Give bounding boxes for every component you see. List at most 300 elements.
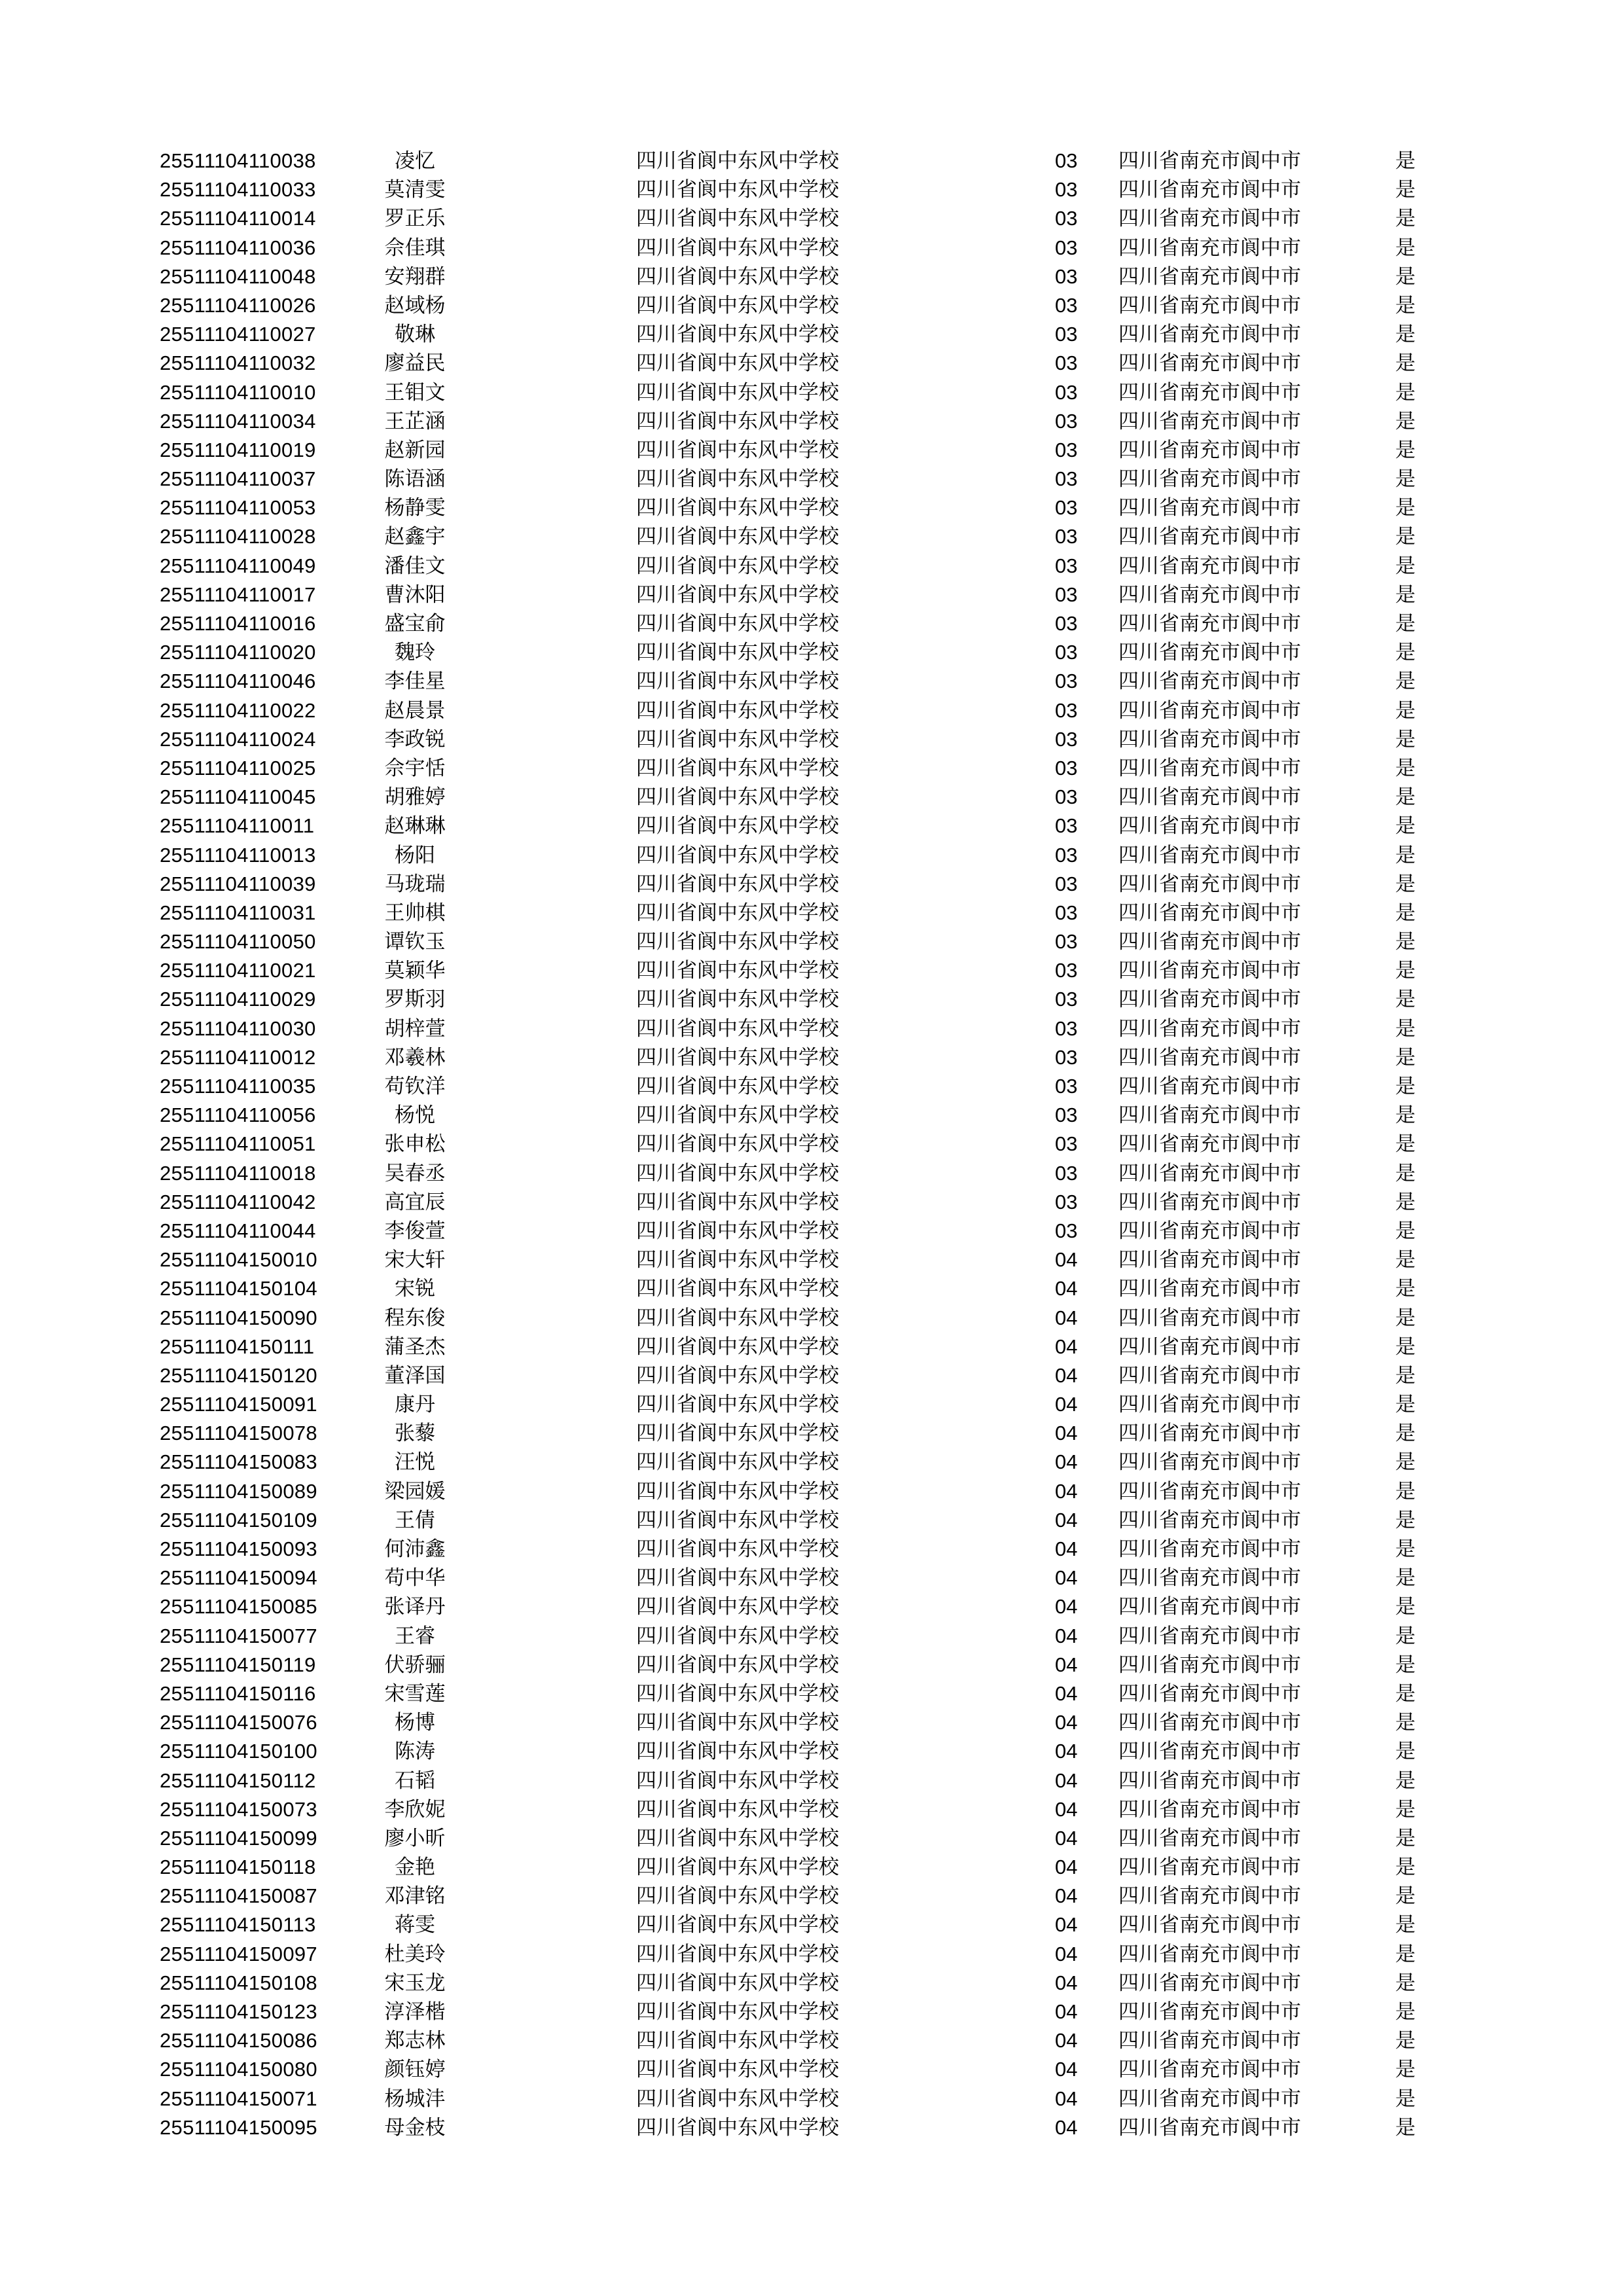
status-flag-cell: 是 xyxy=(1395,1103,1416,1128)
region-cell: 四川省南充市阆中市 xyxy=(1118,1277,1301,1301)
group-code-cell: 04 xyxy=(1055,1393,1078,1416)
table-row xyxy=(160,1535,1442,1564)
student-id-cell: 25511104110048 xyxy=(160,264,316,288)
region-cell: 四川省南充市阆中市 xyxy=(1118,1537,1301,1561)
region-cell: 四川省南充市阆中市 xyxy=(1118,380,1301,404)
status-flag-cell: 是 xyxy=(1395,843,1416,867)
region-cell: 四川省南充市阆中市 xyxy=(1118,525,1301,549)
group-code-cell: 03 xyxy=(1055,496,1078,520)
region-cell: 四川省南充市阆中市 xyxy=(1118,1856,1301,1880)
student-id-cell: 25511104150089 xyxy=(160,1479,317,1503)
status-flag-cell: 是 xyxy=(1395,1075,1416,1098)
group-code-cell: 03 xyxy=(1055,1103,1078,1127)
student-id-cell: 25511104110042 xyxy=(160,1190,316,1213)
table-row xyxy=(160,754,1442,783)
student-name-cell: 张译丹 xyxy=(384,1595,446,1619)
group-code-cell: 04 xyxy=(1055,1479,1078,1503)
region-cell: 四川省南充市阆中市 xyxy=(1118,814,1301,838)
student-id-cell: 25511104110038 xyxy=(160,149,316,172)
school-name-cell: 四川省阆中东风中学校 xyxy=(636,467,839,492)
student-id-cell: 25511104150077 xyxy=(160,1624,317,1647)
status-flag-cell: 是 xyxy=(1395,1653,1416,1677)
school-name-cell: 四川省阆中东风中学校 xyxy=(636,496,839,520)
region-cell: 四川省南充市阆中市 xyxy=(1118,1248,1301,1272)
region-cell: 四川省南充市阆中市 xyxy=(1118,1219,1301,1243)
school-name-cell: 四川省阆中东风中学校 xyxy=(636,1422,839,1446)
status-flag-cell: 是 xyxy=(1395,323,1416,347)
group-code-cell: 03 xyxy=(1055,1219,1078,1242)
school-name-cell: 四川省阆中东风中学校 xyxy=(636,1566,839,1590)
region-cell: 四川省南充市阆中市 xyxy=(1118,264,1301,289)
region-cell: 四川省南充市阆中市 xyxy=(1118,2058,1301,2082)
student-id-cell: 25511104150090 xyxy=(160,1306,317,1329)
group-code-cell: 03 xyxy=(1055,1161,1078,1185)
table-row xyxy=(160,320,1442,349)
status-flag-cell: 是 xyxy=(1395,1740,1416,1764)
group-code-cell: 03 xyxy=(1055,467,1078,491)
table-row xyxy=(160,522,1442,551)
status-flag-cell: 是 xyxy=(1395,641,1416,665)
region-cell: 四川省南充市阆中市 xyxy=(1118,1103,1301,1128)
table-row xyxy=(160,1679,1442,1708)
table-row xyxy=(160,696,1442,725)
student-id-cell: 25511104110013 xyxy=(160,843,316,867)
table-row xyxy=(160,1043,1442,1072)
status-flag-cell: 是 xyxy=(1395,1624,1416,1648)
student-name-cell: 赵琳琳 xyxy=(384,814,446,838)
region-cell: 四川省南充市阆中市 xyxy=(1118,438,1301,462)
status-flag-cell: 是 xyxy=(1395,236,1416,260)
school-name-cell: 四川省阆中东风中学校 xyxy=(636,727,839,751)
group-code-cell: 04 xyxy=(1055,1422,1078,1445)
student-name-cell: 程东俊 xyxy=(384,1306,446,1330)
student-id-cell: 25511104150094 xyxy=(160,1566,317,1590)
group-code-cell: 03 xyxy=(1055,351,1078,375)
school-name-cell: 四川省阆中东风中学校 xyxy=(636,149,839,173)
table-row xyxy=(160,1304,1442,1333)
region-cell: 四川省南充市阆中市 xyxy=(1118,351,1301,376)
table-row xyxy=(160,1940,1442,1969)
group-code-cell: 04 xyxy=(1055,1856,1078,1879)
group-code-cell: 03 xyxy=(1055,988,1078,1011)
region-cell: 四川省南充市阆中市 xyxy=(1118,988,1301,1012)
school-name-cell: 四川省阆中东风中学校 xyxy=(636,843,839,867)
student-id-cell: 25511104150119 xyxy=(160,1653,316,1676)
table-row xyxy=(160,2055,1442,2084)
student-name-cell: 凌忆 xyxy=(395,149,435,173)
student-name-cell: 罗斯羽 xyxy=(384,988,446,1012)
student-id-cell: 25511104110012 xyxy=(160,1045,316,1069)
region-cell: 四川省南充市阆中市 xyxy=(1118,2029,1301,2053)
student-name-cell: 张申松 xyxy=(384,1132,446,1157)
school-name-cell: 四川省阆中东风中学校 xyxy=(636,1075,839,1098)
table-row xyxy=(160,291,1442,320)
student-id-cell: 25511104150118 xyxy=(160,1856,316,1879)
student-name-cell: 张藜 xyxy=(395,1422,435,1446)
status-flag-cell: 是 xyxy=(1395,264,1416,289)
table-row xyxy=(160,1419,1442,1448)
status-flag-cell: 是 xyxy=(1395,496,1416,520)
table-row xyxy=(160,436,1442,465)
group-code-cell: 03 xyxy=(1055,1190,1078,1213)
student-name-cell: 李佳星 xyxy=(384,670,446,694)
table-row xyxy=(160,985,1442,1014)
school-name-cell: 四川省阆中东风中学校 xyxy=(636,1393,839,1417)
student-id-cell: 25511104110027 xyxy=(160,323,316,346)
student-id-cell: 25511104150086 xyxy=(160,2029,317,2053)
group-code-cell: 04 xyxy=(1055,1826,1078,1850)
status-flag-cell: 是 xyxy=(1395,1277,1416,1301)
table-row xyxy=(160,2026,1442,2055)
table-row xyxy=(160,1014,1442,1043)
student-name-cell: 蒲圣杰 xyxy=(384,1335,446,1359)
student-id-cell: 25511104150093 xyxy=(160,1537,317,1560)
student-name-cell: 高宜辰 xyxy=(384,1190,446,1214)
student-id-cell: 25511104150108 xyxy=(160,1971,317,1994)
student-id-cell: 25511104110019 xyxy=(160,438,316,461)
group-code-cell: 03 xyxy=(1055,641,1078,664)
student-name-cell: 莫颖华 xyxy=(384,959,446,983)
group-code-cell: 04 xyxy=(1055,2000,1078,2023)
status-flag-cell: 是 xyxy=(1395,1508,1416,1532)
region-cell: 四川省南充市阆中市 xyxy=(1118,698,1301,723)
student-id-cell: 25511104150095 xyxy=(160,2115,317,2139)
status-flag-cell: 是 xyxy=(1395,901,1416,925)
region-cell: 四川省南充市阆中市 xyxy=(1118,323,1301,347)
student-id-cell: 25511104150097 xyxy=(160,1942,317,1965)
student-id-cell: 25511104110056 xyxy=(160,1103,316,1127)
group-code-cell: 03 xyxy=(1055,380,1078,404)
region-cell: 四川省南充市阆中市 xyxy=(1118,207,1301,231)
student-name-cell: 杨城沣 xyxy=(384,2087,446,2111)
region-cell: 四川省南充市阆中市 xyxy=(1118,1797,1301,1821)
region-cell: 四川省南充市阆中市 xyxy=(1118,901,1301,925)
student-name-cell: 马珑瑞 xyxy=(384,872,446,896)
group-code-cell: 03 xyxy=(1055,1016,1078,1040)
region-cell: 四川省南充市阆中市 xyxy=(1118,2087,1301,2111)
region-cell: 四川省南充市阆中市 xyxy=(1118,1016,1301,1041)
group-code-cell: 04 xyxy=(1055,1363,1078,1387)
school-name-cell: 四川省阆中东风中学校 xyxy=(636,930,839,954)
table-row xyxy=(160,407,1442,436)
student-id-cell: 25511104110049 xyxy=(160,554,316,577)
student-id-cell: 25511104110020 xyxy=(160,641,316,664)
table-row xyxy=(160,927,1442,956)
status-flag-cell: 是 xyxy=(1395,959,1416,983)
school-name-cell: 四川省阆中东风中学校 xyxy=(636,814,839,838)
group-code-cell: 04 xyxy=(1055,1566,1078,1590)
status-flag-cell: 是 xyxy=(1395,1248,1416,1272)
status-flag-cell: 是 xyxy=(1395,1826,1416,1850)
group-code-cell: 04 xyxy=(1055,2115,1078,2139)
school-name-cell: 四川省阆中东风中学校 xyxy=(636,409,839,433)
school-name-cell: 四川省阆中东风中学校 xyxy=(636,1740,839,1764)
table-row xyxy=(160,465,1442,493)
student-id-cell: 25511104150100 xyxy=(160,1740,317,1763)
school-name-cell: 四川省阆中东风中学校 xyxy=(636,207,839,231)
student-id-cell: 25511104110044 xyxy=(160,1219,316,1242)
table-row xyxy=(160,1882,1442,1910)
group-code-cell: 03 xyxy=(1055,525,1078,548)
status-flag-cell: 是 xyxy=(1395,2058,1416,2082)
student-name-cell: 潘佳文 xyxy=(384,554,446,578)
student-id-cell: 25511104110017 xyxy=(160,583,316,606)
student-name-cell: 汪悦 xyxy=(395,1450,435,1475)
status-flag-cell: 是 xyxy=(1395,1884,1416,1909)
student-name-cell: 伏骄骊 xyxy=(384,1653,446,1677)
region-cell: 四川省南充市阆中市 xyxy=(1118,1942,1301,1966)
student-id-cell: 25511104150123 xyxy=(160,2000,317,2023)
region-cell: 四川省南充市阆中市 xyxy=(1118,1884,1301,1909)
group-code-cell: 03 xyxy=(1055,901,1078,924)
group-code-cell: 03 xyxy=(1055,409,1078,433)
school-name-cell: 四川省阆中东风中学校 xyxy=(636,2029,839,2053)
status-flag-cell: 是 xyxy=(1395,612,1416,636)
student-id-cell: 25511104110045 xyxy=(160,785,316,809)
student-name-cell: 谭钦玉 xyxy=(384,930,446,954)
student-name-cell: 莫清雯 xyxy=(384,178,446,202)
region-cell: 四川省南充市阆中市 xyxy=(1118,409,1301,433)
student-id-cell: 25511104110034 xyxy=(160,409,316,433)
student-name-cell: 郑志林 xyxy=(384,2029,446,2053)
school-name-cell: 四川省阆中东风中学校 xyxy=(636,698,839,723)
region-cell: 四川省南充市阆中市 xyxy=(1118,1075,1301,1098)
student-name-cell: 吴春丞 xyxy=(384,1161,446,1185)
status-flag-cell: 是 xyxy=(1395,1856,1416,1880)
student-name-cell: 王钼文 xyxy=(384,380,446,404)
group-code-cell: 03 xyxy=(1055,612,1078,635)
school-name-cell: 四川省阆中东风中学校 xyxy=(636,1190,839,1214)
group-code-cell: 03 xyxy=(1055,930,1078,954)
status-flag-cell: 是 xyxy=(1395,1971,1416,1995)
group-code-cell: 04 xyxy=(1055,1335,1078,1358)
student-id-cell: 25511104110022 xyxy=(160,698,316,722)
student-name-cell: 杨博 xyxy=(395,1711,435,1735)
group-code-cell: 04 xyxy=(1055,1248,1078,1272)
school-name-cell: 四川省阆中东风中学校 xyxy=(636,1508,839,1532)
table-row xyxy=(160,1274,1442,1303)
status-flag-cell: 是 xyxy=(1395,1422,1416,1446)
student-id-cell: 25511104150099 xyxy=(160,1826,317,1850)
region-cell: 四川省南充市阆中市 xyxy=(1118,1971,1301,1995)
student-id-cell: 25511104110016 xyxy=(160,612,316,635)
student-name-cell: 廖小昕 xyxy=(384,1826,446,1850)
student-id-cell: 25511104110011 xyxy=(160,814,315,838)
group-code-cell: 03 xyxy=(1055,264,1078,288)
status-flag-cell: 是 xyxy=(1395,1479,1416,1503)
region-cell: 四川省南充市阆中市 xyxy=(1118,1624,1301,1648)
student-name-cell: 蒋雯 xyxy=(395,1913,435,1937)
student-name-cell: 何沛鑫 xyxy=(384,1537,446,1561)
region-cell: 四川省南充市阆中市 xyxy=(1118,178,1301,202)
region-cell: 四川省南充市阆中市 xyxy=(1118,930,1301,954)
group-code-cell: 03 xyxy=(1055,670,1078,693)
student-name-cell: 杨静雯 xyxy=(384,496,446,520)
group-code-cell: 03 xyxy=(1055,1045,1078,1069)
group-code-cell: 03 xyxy=(1055,814,1078,838)
student-id-cell: 25511104110035 xyxy=(160,1075,316,1098)
student-name-cell: 宋玉龙 xyxy=(384,1971,446,1995)
region-cell: 四川省南充市阆中市 xyxy=(1118,496,1301,520)
status-flag-cell: 是 xyxy=(1395,1393,1416,1417)
region-cell: 四川省南充市阆中市 xyxy=(1118,2000,1301,2024)
table-row xyxy=(160,1390,1442,1419)
region-cell: 四川省南充市阆中市 xyxy=(1118,1595,1301,1619)
student-name-cell: 宋雪莲 xyxy=(384,1681,446,1706)
status-flag-cell: 是 xyxy=(1395,756,1416,780)
student-id-cell: 25511104110030 xyxy=(160,1016,316,1040)
region-cell: 四川省南充市阆中市 xyxy=(1118,583,1301,607)
status-flag-cell: 是 xyxy=(1395,930,1416,954)
student-name-cell: 佘佳琪 xyxy=(384,236,446,260)
region-cell: 四川省南充市阆中市 xyxy=(1118,554,1301,578)
table-row xyxy=(160,1767,1442,1795)
region-cell: 四川省南充市阆中市 xyxy=(1118,1740,1301,1764)
school-name-cell: 四川省阆中东风中学校 xyxy=(636,583,839,607)
school-name-cell: 四川省阆中东风中学校 xyxy=(636,670,839,694)
student-id-cell: 25511104150109 xyxy=(160,1508,317,1532)
student-name-cell: 苟钦洋 xyxy=(384,1075,446,1098)
region-cell: 四川省南充市阆中市 xyxy=(1118,670,1301,694)
student-id-cell: 25511104110021 xyxy=(160,959,316,982)
table-row xyxy=(160,667,1442,696)
region-cell: 四川省南充市阆中市 xyxy=(1118,959,1301,983)
student-name-cell: 金艳 xyxy=(395,1856,435,1880)
student-name-cell: 杜美玲 xyxy=(384,1942,446,1966)
group-code-cell: 03 xyxy=(1055,178,1078,202)
student-name-cell: 王芷涵 xyxy=(384,409,446,433)
status-flag-cell: 是 xyxy=(1395,1681,1416,1706)
status-flag-cell: 是 xyxy=(1395,380,1416,404)
status-flag-cell: 是 xyxy=(1395,1768,1416,1793)
status-flag-cell: 是 xyxy=(1395,438,1416,462)
table-row xyxy=(160,1795,1442,1824)
student-name-cell: 母金枝 xyxy=(384,2115,446,2140)
school-name-cell: 四川省阆中东风中学校 xyxy=(636,264,839,289)
school-name-cell: 四川省阆中东风中学校 xyxy=(636,2058,839,2082)
student-name-cell: 杨悦 xyxy=(395,1103,435,1128)
status-flag-cell: 是 xyxy=(1395,2087,1416,2111)
school-name-cell: 四川省阆中东风中学校 xyxy=(636,1595,839,1619)
school-name-cell: 四川省阆中东风中学校 xyxy=(636,1884,839,1909)
group-code-cell: 03 xyxy=(1055,843,1078,867)
school-name-cell: 四川省阆中东风中学校 xyxy=(636,872,839,896)
table-row xyxy=(160,262,1442,291)
student-name-cell: 邓津铭 xyxy=(384,1884,446,1909)
status-flag-cell: 是 xyxy=(1395,670,1416,694)
status-flag-cell: 是 xyxy=(1395,1190,1416,1214)
status-flag-cell: 是 xyxy=(1395,467,1416,492)
table-row xyxy=(160,2113,1442,2142)
student-name-cell: 赵新园 xyxy=(384,438,446,462)
status-flag-cell: 是 xyxy=(1395,409,1416,433)
status-flag-cell: 是 xyxy=(1395,1161,1416,1185)
table-row xyxy=(160,175,1442,204)
student-id-cell: 25511104150076 xyxy=(160,1711,317,1734)
group-code-cell: 04 xyxy=(1055,1537,1078,1560)
student-id-cell: 25511104110037 xyxy=(160,467,316,491)
region-cell: 四川省南充市阆中市 xyxy=(1118,1508,1301,1532)
region-cell: 四川省南充市阆中市 xyxy=(1118,641,1301,665)
status-flag-cell: 是 xyxy=(1395,727,1416,751)
student-name-cell: 李政锐 xyxy=(384,727,446,751)
student-id-cell: 25511104110028 xyxy=(160,525,316,548)
group-code-cell: 03 xyxy=(1055,236,1078,259)
status-flag-cell: 是 xyxy=(1395,1363,1416,1388)
school-name-cell: 四川省阆中东风中学校 xyxy=(636,1537,839,1561)
group-code-cell: 03 xyxy=(1055,1132,1078,1156)
table-row xyxy=(160,1737,1442,1766)
table-row xyxy=(160,1188,1442,1217)
student-name-cell: 胡雅婷 xyxy=(384,785,446,810)
group-code-cell: 04 xyxy=(1055,1653,1078,1676)
school-name-cell: 四川省阆中东风中学校 xyxy=(636,1826,839,1850)
school-name-cell: 四川省阆中东风中学校 xyxy=(636,1797,839,1821)
student-name-cell: 宋锐 xyxy=(395,1277,435,1301)
table-row xyxy=(160,581,1442,609)
student-id-cell: 25511104150010 xyxy=(160,1248,317,1272)
group-code-cell: 04 xyxy=(1055,1306,1078,1329)
status-flag-cell: 是 xyxy=(1395,872,1416,896)
school-name-cell: 四川省阆中东风中学校 xyxy=(636,2000,839,2024)
student-id-cell: 25511104110053 xyxy=(160,496,316,520)
student-name-cell: 李欣妮 xyxy=(384,1797,446,1821)
group-code-cell: 04 xyxy=(1055,1884,1078,1908)
table-row xyxy=(160,204,1442,233)
table-row xyxy=(160,1506,1442,1535)
status-flag-cell: 是 xyxy=(1395,1711,1416,1735)
table-row xyxy=(160,1477,1442,1506)
student-name-cell: 安翔群 xyxy=(384,264,446,289)
table-row xyxy=(160,378,1442,407)
region-cell: 四川省南充市阆中市 xyxy=(1118,1450,1301,1475)
student-name-cell: 罗正乐 xyxy=(384,207,446,231)
status-flag-cell: 是 xyxy=(1395,351,1416,376)
region-cell: 四川省南充市阆中市 xyxy=(1118,1711,1301,1735)
student-id-cell: 25511104110050 xyxy=(160,930,316,954)
student-id-cell: 25511104150113 xyxy=(160,1913,316,1937)
group-code-cell: 03 xyxy=(1055,785,1078,809)
student-id-cell: 25511104110014 xyxy=(160,207,316,230)
school-name-cell: 四川省阆中东风中学校 xyxy=(636,612,839,636)
student-name-cell: 淳泽楷 xyxy=(384,2000,446,2024)
table-row xyxy=(160,1159,1442,1188)
table-row xyxy=(160,1564,1442,1592)
student-id-cell: 25511104110036 xyxy=(160,236,316,259)
student-id-cell: 25511104110046 xyxy=(160,670,316,693)
student-name-cell: 石韬 xyxy=(395,1768,435,1793)
region-cell: 四川省南充市阆中市 xyxy=(1118,1826,1301,1850)
region-cell: 四川省南充市阆中市 xyxy=(1118,1913,1301,1937)
school-name-cell: 四川省阆中东风中学校 xyxy=(636,1913,839,1937)
group-code-cell: 04 xyxy=(1055,1913,1078,1937)
table-row xyxy=(160,812,1442,840)
group-code-cell: 04 xyxy=(1055,2058,1078,2081)
school-name-cell: 四川省阆中东风中学校 xyxy=(636,351,839,376)
school-name-cell: 四川省阆中东风中学校 xyxy=(636,1161,839,1185)
status-flag-cell: 是 xyxy=(1395,1537,1416,1561)
student-id-cell: 25511104150116 xyxy=(160,1681,316,1705)
school-name-cell: 四川省阆中东风中学校 xyxy=(636,1363,839,1388)
region-cell: 四川省南充市阆中市 xyxy=(1118,467,1301,492)
student-id-cell: 25511104150111 xyxy=(160,1335,315,1358)
student-name-cell: 颜钰婷 xyxy=(384,2058,446,2082)
student-id-cell: 25511104150120 xyxy=(160,1363,317,1387)
group-code-cell: 03 xyxy=(1055,293,1078,317)
school-name-cell: 四川省阆中东风中学校 xyxy=(636,1971,839,1995)
student-name-cell: 佘宇恬 xyxy=(384,756,446,780)
table-row xyxy=(160,1592,1442,1621)
